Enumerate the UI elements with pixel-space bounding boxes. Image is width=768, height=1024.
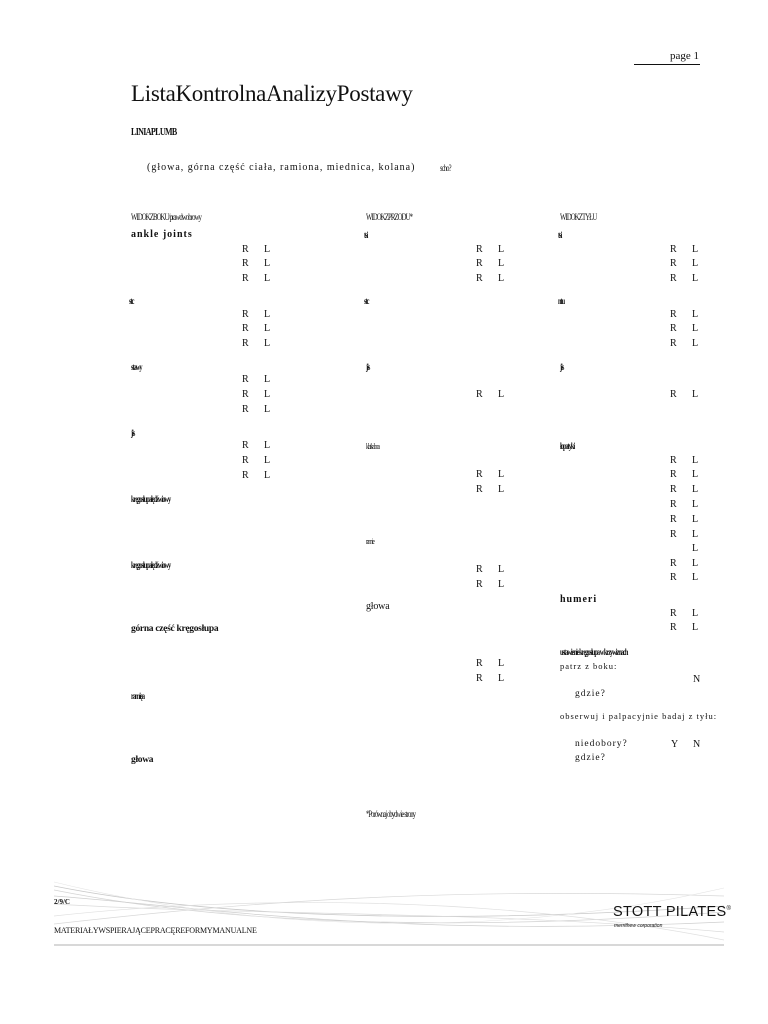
side-hips-rl-2[interactable]: R L	[242, 389, 271, 400]
stott-pilates-logo: STOTT PILATES®	[613, 904, 732, 920]
front-ribcage-rl-2[interactable]: R L	[476, 484, 505, 495]
back-humeri-rl-1[interactable]: R L	[670, 608, 699, 619]
front-feet-rl-2[interactable]: R L	[476, 258, 505, 269]
back-humeri-rl-2[interactable]: R L	[670, 622, 699, 633]
front-feet-heading: tsi	[364, 230, 368, 240]
front-feet-rl-1[interactable]: R L	[476, 244, 505, 255]
plumb-line-heading: LINIAPLUMB	[131, 127, 177, 138]
back-feet-heading: tsi	[558, 230, 562, 240]
side-knee-rl-1[interactable]: R L	[242, 309, 271, 320]
side-hips-rl-1[interactable]: R L	[242, 374, 271, 385]
front-pelvis-rl[interactable]: R L	[476, 389, 505, 400]
footnote: *Porównaj obydwie strony	[366, 809, 416, 819]
front-sternum-heading: ramie	[366, 537, 374, 546]
side-lumbar-heading-1: kręgosłupalędźwiowy	[131, 494, 171, 504]
front-feet-rl-3[interactable]: R L	[476, 273, 505, 284]
side-hips-heading: stawy	[131, 362, 142, 372]
side-ankle-joints-heading: ankle joints	[131, 229, 193, 240]
back-humeri-heading: humeri	[560, 594, 598, 605]
back-scapulae-rl-4[interactable]: R L	[670, 499, 699, 510]
side-pelvis-rl-2[interactable]: R L	[242, 455, 271, 466]
footer-code: 2/9/C	[54, 898, 70, 906]
front-knee-heading: stc	[364, 296, 369, 306]
front-head-heading: głowa	[366, 601, 390, 612]
back-where-label-1: gdzie?	[575, 689, 606, 699]
back-side-view-label: patrz z boku:	[560, 661, 618, 671]
back-deficits-y[interactable]: Y	[671, 739, 679, 750]
front-sternum-rl-2[interactable]: R L	[476, 579, 505, 590]
back-deficits-n[interactable]: N	[693, 739, 701, 750]
back-knee-rl-2[interactable]: R L	[670, 323, 699, 334]
back-knee-rl-1[interactable]: R L	[670, 309, 699, 320]
side-knee-rl-2[interactable]: R L	[242, 323, 271, 334]
back-deficits-label: niedobory?	[575, 739, 628, 749]
back-side-view-n[interactable]: N	[693, 674, 701, 685]
back-pelvis-rl[interactable]: R L	[670, 389, 699, 400]
plumb-line-question: scho?	[440, 163, 451, 173]
side-ankle-rl-1[interactable]: R L	[242, 244, 271, 255]
back-scapulae-rl-5[interactable]: R L	[670, 514, 699, 525]
side-lumbar-heading-2: kręgosłupalędźwiowy	[131, 560, 171, 570]
side-shoulders-heading: ramięa	[131, 691, 145, 701]
back-scapulae-rl-6[interactable]: R L	[670, 529, 699, 540]
side-pelvis-rl-3[interactable]: R L	[242, 470, 271, 481]
page-number-underline	[634, 64, 700, 65]
front-sternum-rl-1[interactable]: R L	[476, 564, 505, 575]
side-ankle-rl-2[interactable]: R L	[242, 258, 271, 269]
back-knee-heading: ntu	[558, 296, 565, 306]
merrithew-tagline: merrithew corporation	[614, 923, 663, 929]
side-hips-rl-3[interactable]: R L	[242, 404, 271, 415]
side-upper-spine-heading: górna część kręgosłupa	[131, 624, 219, 634]
back-pelvis-heading: jis	[560, 362, 564, 372]
back-scapulae-rl-9[interactable]: R L	[670, 572, 699, 583]
back-where-label-2: gdzie?	[575, 753, 606, 763]
front-head-rl-2[interactable]: R L	[476, 673, 505, 684]
plumb-line-description: (głowa, górna część ciała, ramiona, miednica, kolana)	[147, 162, 416, 173]
back-knee-rl-3[interactable]: R L	[670, 338, 699, 349]
back-feet-rl-2[interactable]: R L	[670, 258, 699, 269]
page-title: ListaKontrolnaAnalizyPostawy	[131, 81, 413, 106]
column-header-front: WIDOKZPRZODU*	[366, 212, 413, 222]
side-knee-heading: stc	[129, 296, 134, 306]
back-scapulae-l-7[interactable]: L	[692, 543, 699, 554]
front-ribcage-heading: klatkaboa	[366, 442, 379, 451]
back-spine-alignment-heading: ustawienie kręgosłupa w krzywiznach	[560, 647, 628, 657]
side-head-heading: głowa	[131, 755, 154, 765]
back-scapulae-rl-3[interactable]: R L	[670, 484, 699, 495]
back-scapulae-rl-2[interactable]: R L	[670, 469, 699, 480]
back-scapulae-rl-1[interactable]: R L	[670, 455, 699, 466]
side-knee-rl-3[interactable]: R L	[242, 338, 271, 349]
side-pelvis-heading: jis	[131, 428, 135, 438]
footer-manual-title: MATERIAŁYWSPIERAJĄCEPRACĘREFORMYMANUALNE	[54, 926, 257, 935]
back-scapulae-heading: łopatyki	[560, 441, 575, 451]
front-head-rl-1[interactable]: R L	[476, 658, 505, 669]
side-pelvis-rl-1[interactable]: R L	[242, 440, 271, 451]
front-pelvis-heading: jis	[366, 362, 370, 372]
side-ankle-rl-3[interactable]: R L	[242, 273, 271, 284]
back-feet-rl-3[interactable]: R L	[670, 273, 699, 284]
back-feet-rl-1[interactable]: R L	[670, 244, 699, 255]
front-ribcage-rl-1[interactable]: R L	[476, 469, 505, 480]
back-scapulae-rl-8[interactable]: R L	[670, 558, 699, 569]
back-observe-label: obserwuj i palpacyjnie badaj z tyłu:	[560, 711, 718, 721]
column-header-back: WIDOKZTYŁU	[560, 212, 597, 222]
page-number: page 1	[670, 50, 700, 62]
column-header-side: WIDOKZBOKU/prawdwobrowy	[131, 212, 202, 222]
